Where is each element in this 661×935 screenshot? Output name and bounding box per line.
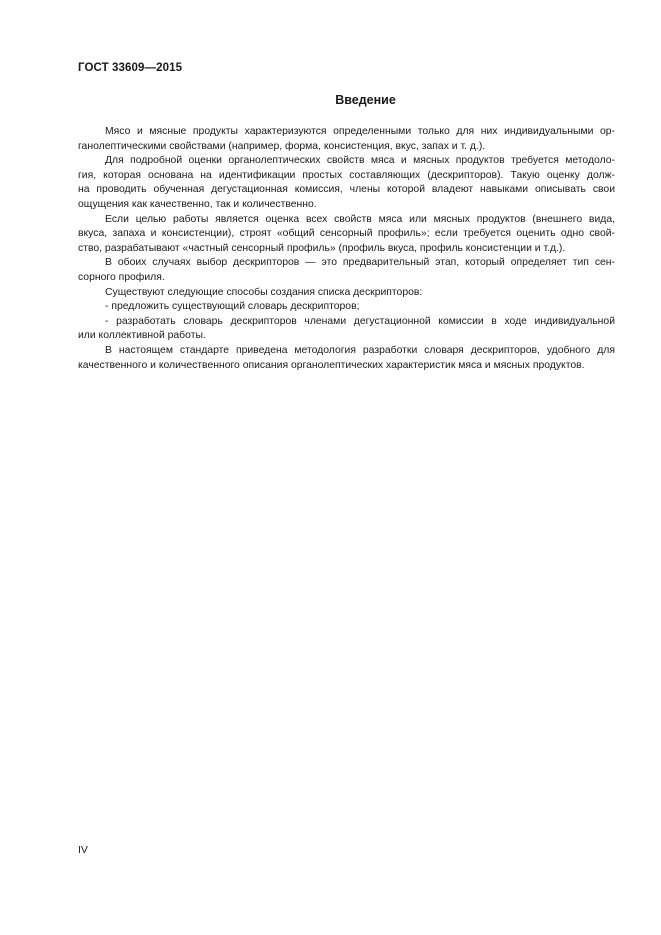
text-line: ощущения как качественно, так и количественно. bbox=[78, 198, 317, 210]
text-line: вкуса, запаха и консистенции), строят «общий сенсорный профиль»; если требуется оценить одно свой- bbox=[78, 228, 615, 240]
text-line: гия, которая основана на идентификации простых составляющих (дескрипторов). Такую оценку долж- bbox=[78, 169, 615, 181]
document-code: ГОСТ 33609—2015 bbox=[78, 62, 183, 74]
text-line: или коллективной работы. bbox=[78, 330, 206, 342]
paragraph bbox=[78, 344, 615, 373]
text-line: Существуют следующие способы создания списка дескрипторов: bbox=[105, 286, 423, 298]
text-line: ганолептическими свойствами (например, форма, консистенция, вкус, запах и т. д.). bbox=[78, 140, 486, 152]
text-line: В обоих случаях выбор дескрипторов — это предварительный этап, который определяет тип сен- bbox=[105, 257, 615, 269]
text-line: - предложить существующий словарь дескрипторов; bbox=[105, 301, 360, 313]
paragraph bbox=[78, 154, 615, 212]
page-number: IV bbox=[78, 844, 88, 856]
text-line: - разработать словарь дескрипторов членами дегустационной комиссии в ходе индивидуальной bbox=[105, 315, 615, 327]
text-line: качественного и количественного описания органолептических характеристик мяса и мясных продуктов. bbox=[78, 359, 585, 371]
paragraph bbox=[78, 213, 615, 257]
text-line: ство, разрабатывают «частный сенсорный профиль» (профиль вкуса, профиль консистенции и т.д.). bbox=[78, 242, 566, 254]
paragraph bbox=[78, 256, 615, 285]
text-line: на проводить обученная дегустационная комиссия, члены которой владеют навыками описывать свои bbox=[78, 184, 615, 196]
body-text bbox=[78, 125, 615, 373]
list-item bbox=[78, 315, 615, 344]
text-line: Мясо и мясные продукты характеризуются определенными только для них индивидуальными ор- bbox=[105, 126, 615, 137]
text-line: сорного профиля. bbox=[78, 271, 165, 283]
section-title: Введение bbox=[335, 93, 396, 107]
text-line: Для подробной оценки органолептических свойств мяса и мясных продуктов требуется методоло- bbox=[105, 155, 615, 167]
list-item bbox=[78, 300, 615, 315]
text-line: Если целью работы является оценка всех свойств мяса или мясных продуктов (внешнего вида, bbox=[105, 213, 615, 225]
paragraph bbox=[78, 286, 615, 301]
text-line: В настоящем стандарте приведена методология разработки словаря дескрипторов, удобного для bbox=[105, 344, 615, 356]
paragraph bbox=[78, 125, 615, 154]
